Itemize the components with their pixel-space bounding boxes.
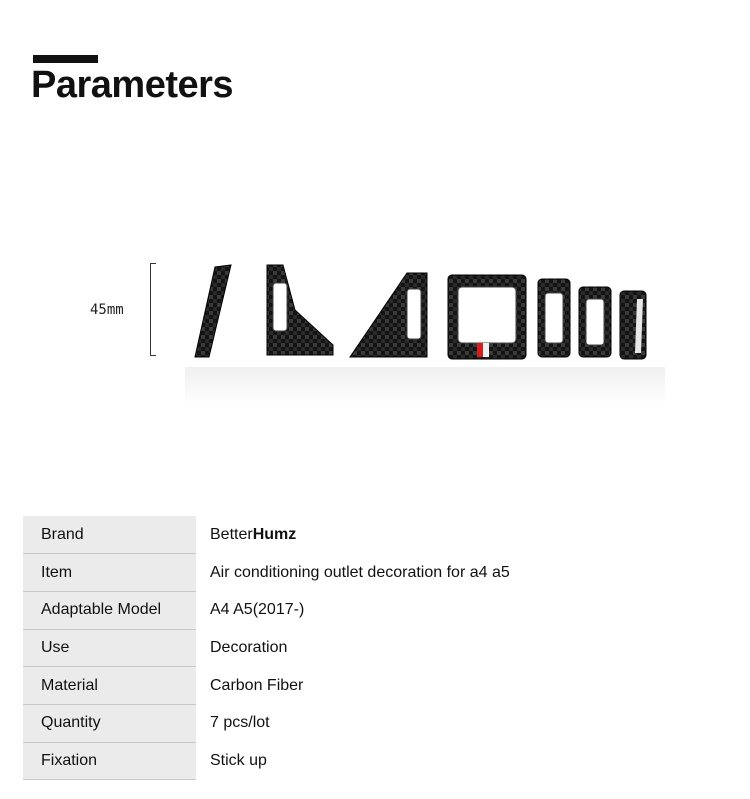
table-row [23, 591, 713, 629]
table-row [23, 629, 713, 667]
spec-key-use: Use [23, 629, 196, 667]
spec-key-item: Item [23, 554, 196, 592]
parameters-table [23, 516, 713, 780]
spec-value-brand: BetterHumz [210, 525, 297, 543]
dimension-bracket [150, 263, 156, 356]
product-image [185, 255, 665, 415]
table-row [23, 742, 713, 780]
dimension-label: 45mm [90, 302, 124, 318]
spec-value-fixation: Stick up [210, 751, 267, 769]
spec-key-adaptable-model: Adaptable Model [23, 591, 196, 629]
spec-key-material: Material [23, 667, 196, 705]
table-row [23, 516, 713, 554]
spec-value-quantity: 7 pcs/lot [210, 714, 270, 732]
title-accent-bar [33, 55, 98, 63]
spec-value-use: Decoration [210, 638, 288, 656]
spec-key-quantity: Quantity [23, 704, 196, 742]
spec-key-fixation: Fixation [23, 742, 196, 780]
spec-value-adaptable-model: A4 A5(2017-) [210, 601, 305, 619]
table-row [23, 554, 713, 592]
table-row [23, 667, 713, 705]
spec-value-material: Carbon Fiber [210, 676, 304, 694]
page-title: Parameters [31, 64, 234, 106]
table-row [23, 704, 713, 742]
trim-piece-1 [195, 265, 231, 357]
spec-key-brand: Brand [23, 516, 196, 554]
spec-value-item: Air conditioning outlet decoration for a4 a5 [210, 563, 510, 581]
